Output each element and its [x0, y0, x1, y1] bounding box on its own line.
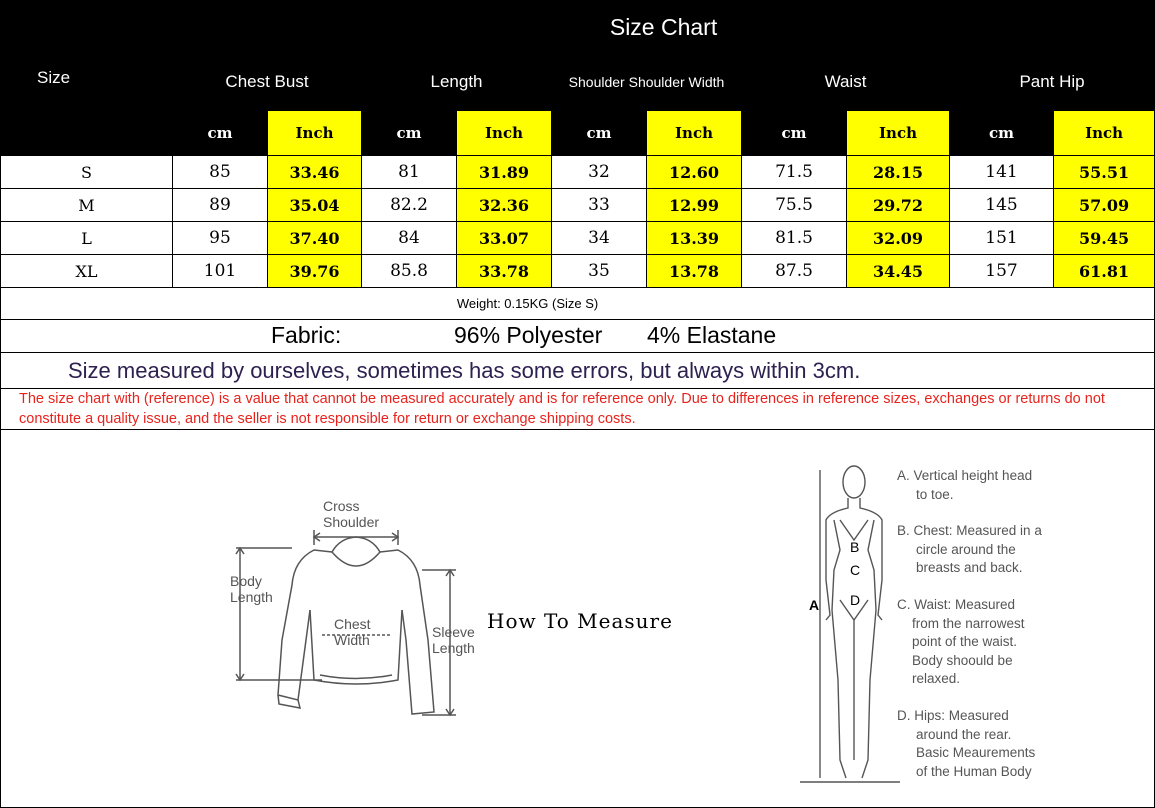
label-cross-shoulder-line1: Cross: [323, 498, 360, 514]
cell-inch: 33.78: [457, 255, 552, 288]
cell-inch: 13.39: [647, 222, 742, 255]
cell-cm: 32: [552, 156, 647, 189]
label-sleeve-length-line2: Length: [432, 640, 475, 656]
unit-inch: Inch: [457, 111, 552, 156]
how-to-measure-heading: How To Measure: [487, 609, 673, 633]
weight-text: Weight: 0.15KG (Size S): [456, 296, 599, 311]
label-sleeve-length-line1: Sleeve: [432, 624, 475, 640]
legend-a: [897, 467, 1032, 504]
cell-inch: 33.46: [268, 156, 362, 189]
cell-inch: 34.45: [847, 255, 950, 288]
legend-c-line4: Body shoould be: [912, 652, 1013, 668]
unit-cm: cm: [742, 111, 847, 156]
cell-cm: 141: [950, 156, 1054, 189]
fabric-row: [1, 320, 1155, 353]
cell-inch: 31.89: [457, 156, 552, 189]
unit-cm: cm: [552, 111, 647, 156]
cell-inch: 57.09: [1054, 189, 1155, 222]
label-chest-width-line2: Width: [334, 632, 370, 648]
column-header-pant-hip: Pant Hip: [950, 54, 1155, 111]
table-row: [1, 255, 1155, 288]
fabric-elastane: 4% Elastane: [647, 322, 777, 348]
legend-d: [897, 707, 1035, 781]
cell-cm: 81: [362, 156, 457, 189]
size-label: L: [1, 222, 173, 255]
unit-cm: cm: [362, 111, 457, 156]
measurement-note: Size measured by ourselves, sometimes has some errors, but always within 3cm.: [1, 353, 1155, 389]
body-letter-c: C: [850, 562, 861, 578]
cell-inch: 61.81: [1054, 255, 1155, 288]
unit-inch: Inch: [1054, 111, 1155, 156]
cell-inch: 29.72: [847, 189, 950, 222]
cell-inch: 59.45: [1054, 222, 1155, 255]
cell-cm: 82.2: [362, 189, 457, 222]
cell-cm: 157: [950, 255, 1054, 288]
body-letter-d: D: [850, 592, 861, 608]
cell-cm: 84: [362, 222, 457, 255]
label-cross-shoulder: [323, 498, 379, 530]
cell-cm: 145: [950, 189, 1054, 222]
legend-b-line2: circle around the: [916, 541, 1016, 557]
column-header-shoulder-width: Shoulder Shoulder Width: [552, 54, 742, 111]
cell-cm: 35: [552, 255, 647, 288]
legend-a-line1: A. Vertical height head: [897, 468, 1033, 483]
cell-inch: 12.99: [647, 189, 742, 222]
cell-cm: 33: [552, 189, 647, 222]
label-chest-width: [334, 616, 371, 648]
table-row: [1, 222, 1155, 255]
cell-cm: 34: [552, 222, 647, 255]
cell-inch: 12.60: [647, 156, 742, 189]
legend-d-line2: around the rear.: [916, 726, 1012, 742]
cell-inch: 32.36: [457, 189, 552, 222]
legend-b-line3: breasts and back.: [916, 560, 1023, 575]
table-row: [1, 189, 1155, 222]
label-body-length: [230, 573, 273, 605]
column-header-length: Length: [362, 54, 552, 111]
label-chest-width-line1: Chest: [334, 616, 371, 632]
cell-cm: 151: [950, 222, 1054, 255]
legend-a-line2: to toe.: [916, 486, 954, 502]
cell-cm: 85: [173, 156, 268, 189]
body-letter-b: B: [850, 539, 860, 555]
chart-title: Size Chart: [173, 1, 1155, 54]
cell-cm: 75.5: [742, 189, 847, 222]
fabric-label: Fabric:: [271, 322, 342, 348]
cell-cm: 81.5: [742, 222, 847, 255]
unit-cm: cm: [173, 111, 268, 156]
table-row: [1, 156, 1155, 189]
body-figure: [790, 460, 900, 790]
cell-inch: 37.40: [268, 222, 362, 255]
size-column-header: Size: [1, 1, 173, 156]
legend-d-line4: of the Human Body: [916, 763, 1032, 779]
cell-inch: 28.15: [847, 156, 950, 189]
cell-inch: 33.07: [457, 222, 552, 255]
legend-c-line3: point of the waist.: [912, 634, 1018, 649]
unit-cm: cm: [950, 111, 1054, 156]
legend-b: [897, 522, 1042, 578]
size-label: XL: [1, 255, 173, 288]
cell-cm: 95: [173, 222, 268, 255]
cell-inch: 13.78: [647, 255, 742, 288]
weight-info: [1, 288, 1155, 320]
fabric-polyester: 96% Polyester: [454, 322, 603, 348]
legend-d-line3: Basic Meaurements: [916, 745, 1036, 760]
legend-c-line5: relaxed.: [912, 671, 961, 686]
cell-inch: 32.09: [847, 222, 950, 255]
size-label: M: [1, 189, 173, 222]
legend-c: [897, 596, 1025, 689]
label-cross-shoulder-line2: Shoulder: [323, 514, 380, 530]
label-sleeve-length: [432, 624, 475, 656]
legend-d-line1: D. Hips: Measured: [897, 708, 1009, 723]
label-body-length-line1: Body: [230, 573, 262, 589]
label-body-length-line2: Length: [230, 589, 273, 605]
body-letter-a: A: [809, 597, 820, 613]
unit-inch: Inch: [268, 111, 362, 156]
cell-cm: 101: [173, 255, 268, 288]
legend-c-line2: from the narrowest: [912, 615, 1025, 631]
cell-inch: 55.51: [1054, 156, 1155, 189]
cell-cm: 89: [173, 189, 268, 222]
unit-inch: Inch: [847, 111, 950, 156]
cell-cm: 71.5: [742, 156, 847, 189]
cell-inch: 35.04: [268, 189, 362, 222]
column-header-chest-bust: Chest Bust: [173, 54, 362, 111]
disclaimer-text: The size chart with (reference) is a value that cannot be measured accurately and is for reference only. Due to differences in reference sizes, exchanges or returns do not constitute a quality issue, and the seller is not responsible for return or exchange shipping costs.: [1, 389, 1155, 430]
cell-cm: 87.5: [742, 255, 847, 288]
unit-inch: Inch: [647, 111, 742, 156]
cell-cm: 85.8: [362, 255, 457, 288]
legend-b-line1: B. Chest: Measured in a: [897, 523, 1042, 538]
cell-inch: 39.76: [268, 255, 362, 288]
size-label: S: [1, 156, 173, 189]
legend-c-line1: C. Waist: Measured: [897, 597, 1016, 612]
column-header-waist: Waist: [742, 54, 950, 111]
